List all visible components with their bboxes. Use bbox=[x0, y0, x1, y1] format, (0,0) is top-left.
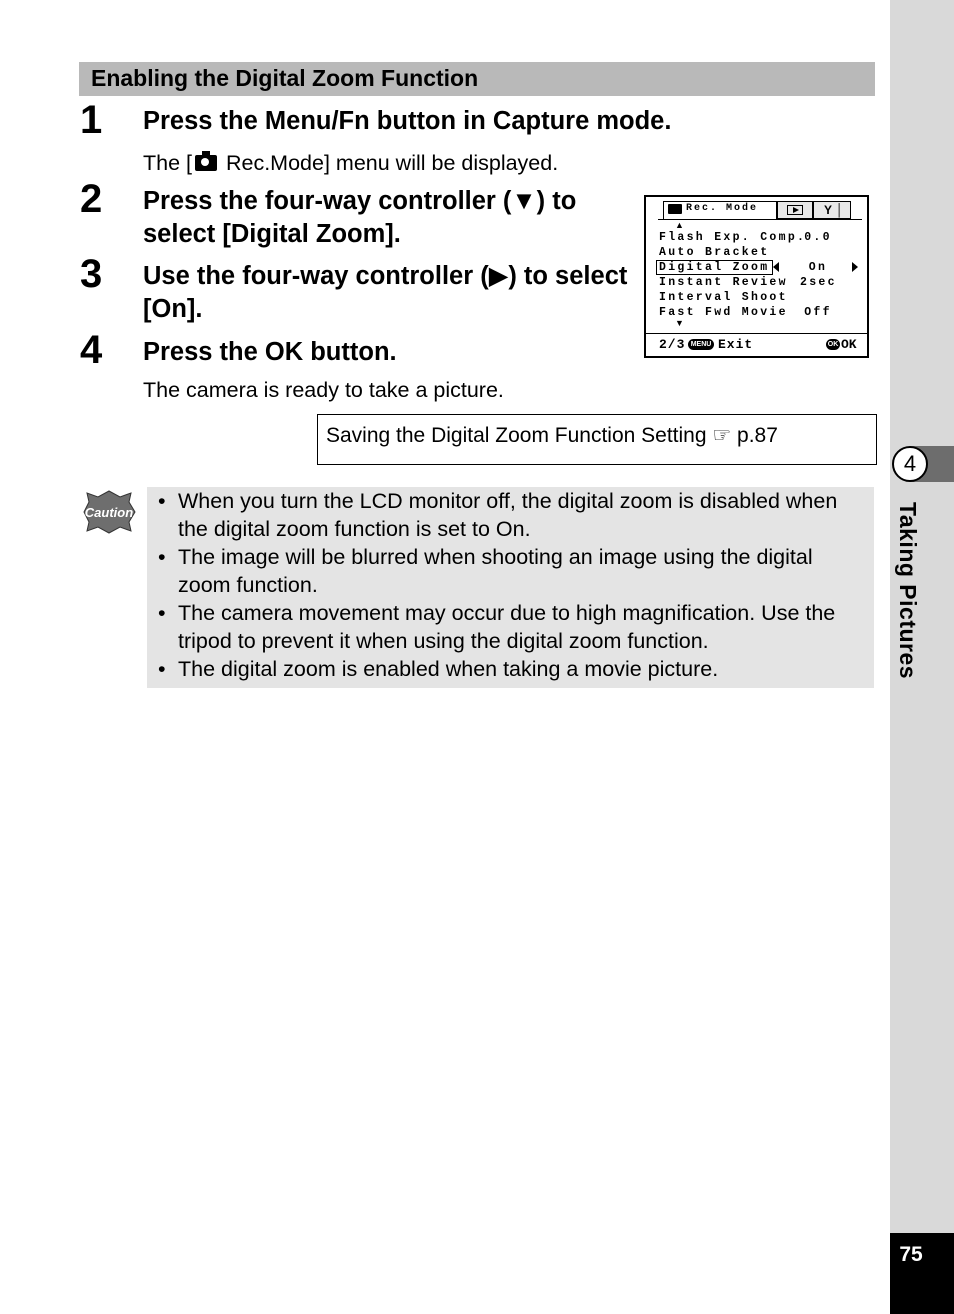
lcd-menu-value: Off bbox=[804, 306, 832, 319]
lcd-menu-value: 0.0 bbox=[804, 231, 832, 244]
caution-icon bbox=[80, 490, 138, 534]
step-text: Press the Menu/Fn button in Capture mode. bbox=[143, 107, 672, 135]
scroll-down-icon: ▼ bbox=[675, 318, 684, 328]
lcd-divider bbox=[658, 219, 862, 220]
step-note bbox=[143, 150, 743, 176]
menu-button-icon: MENU bbox=[688, 339, 714, 350]
caution-bullet-text: The digital zoom is enabled when taking a movie picture. bbox=[178, 657, 719, 681]
step-number: 1 bbox=[80, 98, 103, 142]
lcd-tab-label: Rec. Mode bbox=[686, 203, 759, 214]
playback-icon bbox=[787, 205, 803, 215]
camera-icon bbox=[668, 204, 682, 214]
right-arrow-icon bbox=[852, 262, 858, 272]
lcd-menu-item: Auto Bracket bbox=[659, 246, 770, 259]
lcd-menu-item: Interval Shoot bbox=[659, 291, 788, 304]
lcd-divider bbox=[646, 333, 867, 334]
chapter-title: Taking Pictures bbox=[895, 502, 921, 680]
caution-bullet: • The camera movement may occur due to high magnification. Use the tripod to prevent it when using the digital zoom function. bbox=[158, 599, 858, 655]
reference-link[interactable]: Saving the Digital Zoom Function Setting ☞ p.87 bbox=[326, 424, 778, 447]
lcd-menu-item: Fast Fwd Movie bbox=[659, 306, 788, 319]
lcd-page-indicator: 2/3 bbox=[659, 337, 686, 352]
lcd-exit-label: Exit bbox=[718, 337, 754, 352]
step-note-post: Rec.Mode] menu will be displayed. bbox=[220, 151, 559, 175]
page-number: 75 bbox=[899, 1243, 923, 1266]
caution-bullet-text: The image will be blurred when shooting an image using the digital zoom function. bbox=[178, 545, 813, 597]
left-arrow-icon bbox=[773, 262, 779, 272]
caution-bullet-text: The camera movement may occur due to high magnification. Use the tripod to prevent it when using the digital zoom function. bbox=[178, 601, 836, 653]
step-text: Press the four-way controller (▼) to select [Digital Zoom]. bbox=[143, 187, 577, 248]
step-text: Use the four-way controller (▶) to select [On]. bbox=[143, 262, 628, 323]
caution-bullet: • The image will be blurred when shooting an image using the digital zoom function. bbox=[158, 543, 858, 599]
lcd-menu-item: Instant Review bbox=[659, 276, 788, 289]
lcd-menu-value: On bbox=[808, 261, 828, 274]
step-note-pre: The [ bbox=[143, 151, 192, 175]
step-text: Press the OK button. bbox=[143, 338, 397, 366]
caution-bullet: • The digital zoom is enabled when taking a movie picture. bbox=[158, 655, 858, 683]
step-number: 4 bbox=[80, 328, 103, 372]
chapter-number: 4 bbox=[892, 446, 928, 482]
lcd-menu-value: 2sec bbox=[800, 276, 837, 289]
wrench-icon: Y│ bbox=[824, 203, 848, 217]
scroll-up-icon: ▲ bbox=[675, 220, 684, 230]
step-note: The camera is ready to take a picture. bbox=[143, 378, 504, 402]
lcd-menu-item: Digital Zoom bbox=[659, 261, 770, 274]
caution-bullet-text: When you turn the LCD monitor off, the digital zoom is disabled when the digital zoom function is set to On. bbox=[178, 489, 838, 541]
lcd-menu-item: Flash Exp. Comp. bbox=[659, 231, 807, 244]
camera-icon bbox=[195, 155, 217, 171]
ok-button-icon: OK bbox=[827, 341, 839, 348]
caution-label: Caution bbox=[84, 505, 134, 520]
lcd-ok-label: OK bbox=[841, 337, 857, 352]
step-number: 3 bbox=[80, 252, 103, 296]
section-header: Enabling the Digital Zoom Function bbox=[79, 62, 875, 96]
caution-bullet: • When you turn the LCD monitor off, the digital zoom is disabled when the digital zoom function is set to On. bbox=[158, 487, 858, 543]
step-number: 2 bbox=[80, 177, 103, 221]
